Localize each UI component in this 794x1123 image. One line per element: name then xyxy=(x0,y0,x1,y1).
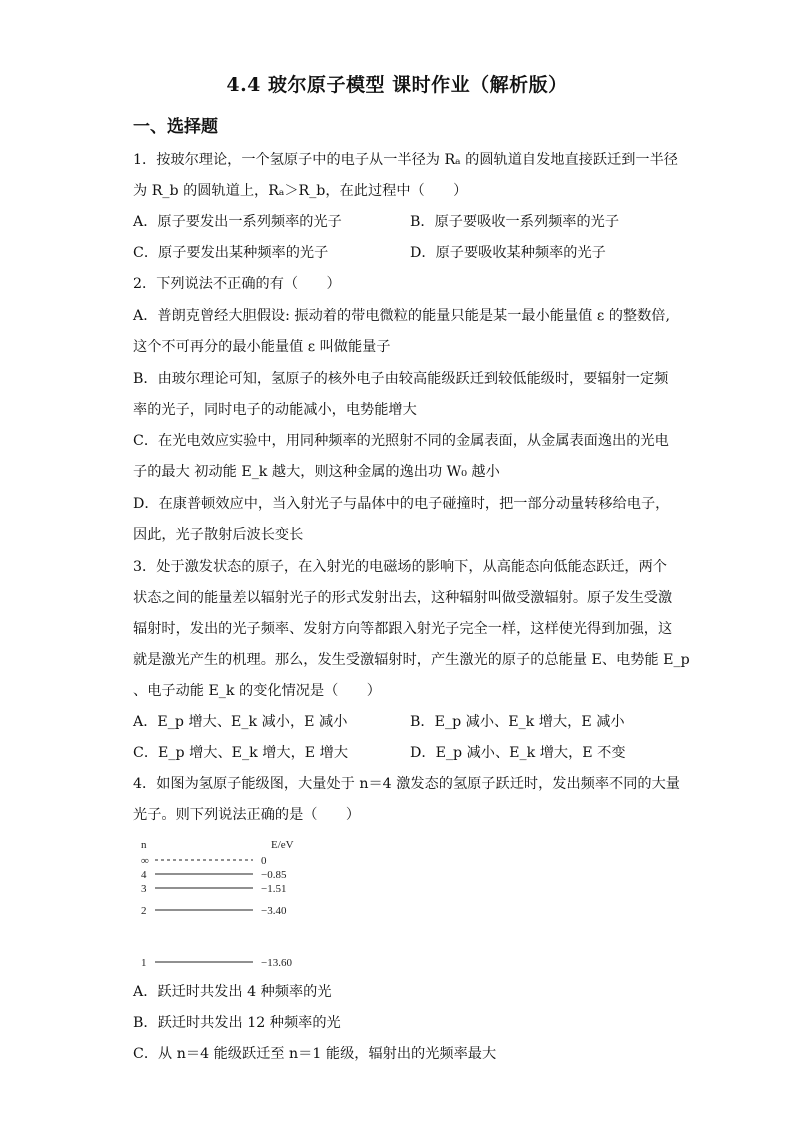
energy-levels xyxy=(141,855,292,969)
level-energy-label: 0 xyxy=(261,855,267,867)
q3-stem-line1: 3．处于激发状态的原子，在入射光的电磁场的影响下，从高能态向低能态跃迁，两个 xyxy=(133,559,667,575)
q3-option-a: A．E_p 增大、E_k 减小，E 减小 xyxy=(133,714,348,730)
q2-option-b-line2: 率的光子，同时电子的动能减小，电势能增大 xyxy=(133,402,417,418)
level-energy-label: −0.85 xyxy=(261,869,287,881)
q3-option-c: C．E_p 增大、E_k 增大，E 增大 xyxy=(133,745,349,761)
q3-option-b: B．E_p 减小、E_k 增大，E 减小 xyxy=(410,714,625,730)
level-n-label: 3 xyxy=(141,883,147,895)
q2-option-d-line1: D．在康普顿效应中，当入射光子与晶体中的电子碰撞时，把一部分动量转移给电子， xyxy=(133,496,670,512)
q1-option-c: C．原子要发出某种频率的光子 xyxy=(133,245,329,261)
section-heading: 一、选择题 xyxy=(133,117,218,137)
diagram-energy-axis-label: E/eV xyxy=(271,839,294,851)
q3-option-d: D．E_p 减小、E_k 增大，E 不变 xyxy=(410,745,626,761)
energy-level-diagram xyxy=(133,836,353,972)
q2-stem: 2．下列说法不正确的有（ ） xyxy=(133,276,341,292)
q2-option-d-line2: 因此，光子散射后波长变长 xyxy=(133,527,304,543)
level-n-label: 1 xyxy=(141,957,147,969)
q1-option-a: A．原子要发出一系列频率的光子 xyxy=(133,214,342,230)
q2-option-b-line1: B．由玻尔理论可知，氢原子的核外电子由较高能级跃迁到较低能级时，要辐射一定频 xyxy=(133,371,669,387)
q4-option-a: A．跃迁时共发出 4 种频率的光 xyxy=(133,984,332,1000)
level-n-label: ∞ xyxy=(141,855,149,867)
level-energy-label: −1.51 xyxy=(261,883,287,895)
q4-option-c: C．从 n＝4 能级跃迁至 n＝1 能级，辐射出的光频率最大 xyxy=(133,1046,497,1062)
q3-stem-line5: 、电子动能 E_k 的变化情况是（ ） xyxy=(133,683,381,699)
level-n-label: 4 xyxy=(141,869,147,881)
level-energy-label: −3.40 xyxy=(261,905,287,917)
q3-stem-line3: 辐射时，发出的光子频率、发射方向等都跟入射光子完全一样，这样使光得到加强，这 xyxy=(133,621,673,637)
level-n-label: 2 xyxy=(141,905,147,917)
q1-option-b: B．原子要吸收一系列频率的光子 xyxy=(410,214,620,230)
diagram-n-label: n xyxy=(141,839,147,851)
q2-option-a-line2: 这个不可再分的最小能量值 ε 叫做能量子 xyxy=(133,339,391,355)
q2-option-a-line1: A．普朗克曾经大胆假设: 振动着的带电微粒的能量只能是某一最小能量值 ε 的整数倍, xyxy=(133,308,670,324)
q4-stem-line1: 4．如图为氢原子能级图，大量处于 n＝4 激发态的氢原子跃迁时，发出频率不同的大量 xyxy=(133,776,680,792)
level-energy-label: −13.60 xyxy=(261,957,292,969)
q1-stem-line2: 为 R_b 的圆轨道上，Rₐ＞R_b，在此过程中（ ） xyxy=(133,183,468,199)
q2-option-c-line2: 子的最大 初动能 E_k 越大，则这种金属的逸出功 W₀ 越小 xyxy=(133,464,500,480)
q3-stem-line4: 就是激光产生的机理。那么，发生受激辐射时，产生激光的原子的总能量 E、电势能 E_p xyxy=(133,652,690,668)
q3-stem-line2: 状态之间的能量差以辐射光子的形式发射出去，这种辐射叫做受激辐射。原子发生受激 xyxy=(133,590,673,606)
q1-option-d: D．原子要吸收某种频率的光子 xyxy=(410,245,606,261)
q1-stem-line1: 1．按玻尔理论，一个氢原子中的电子从一半径为 Rₐ 的圆轨道自发地直接跃迁到一半径 xyxy=(133,152,678,168)
q4-option-b: B．跃迁时共发出 12 种频率的光 xyxy=(133,1015,341,1031)
q2-option-c-line1: C．在光电效应实验中，用同种频率的光照射不同的金属表面，从金属表面逸出的光电 xyxy=(133,433,669,449)
page-title: 4.4 玻尔原子模型 课时作业（解析版） xyxy=(226,74,568,96)
q4-stem-line2: 光子。则下列说法正确的是（ ） xyxy=(133,807,361,823)
